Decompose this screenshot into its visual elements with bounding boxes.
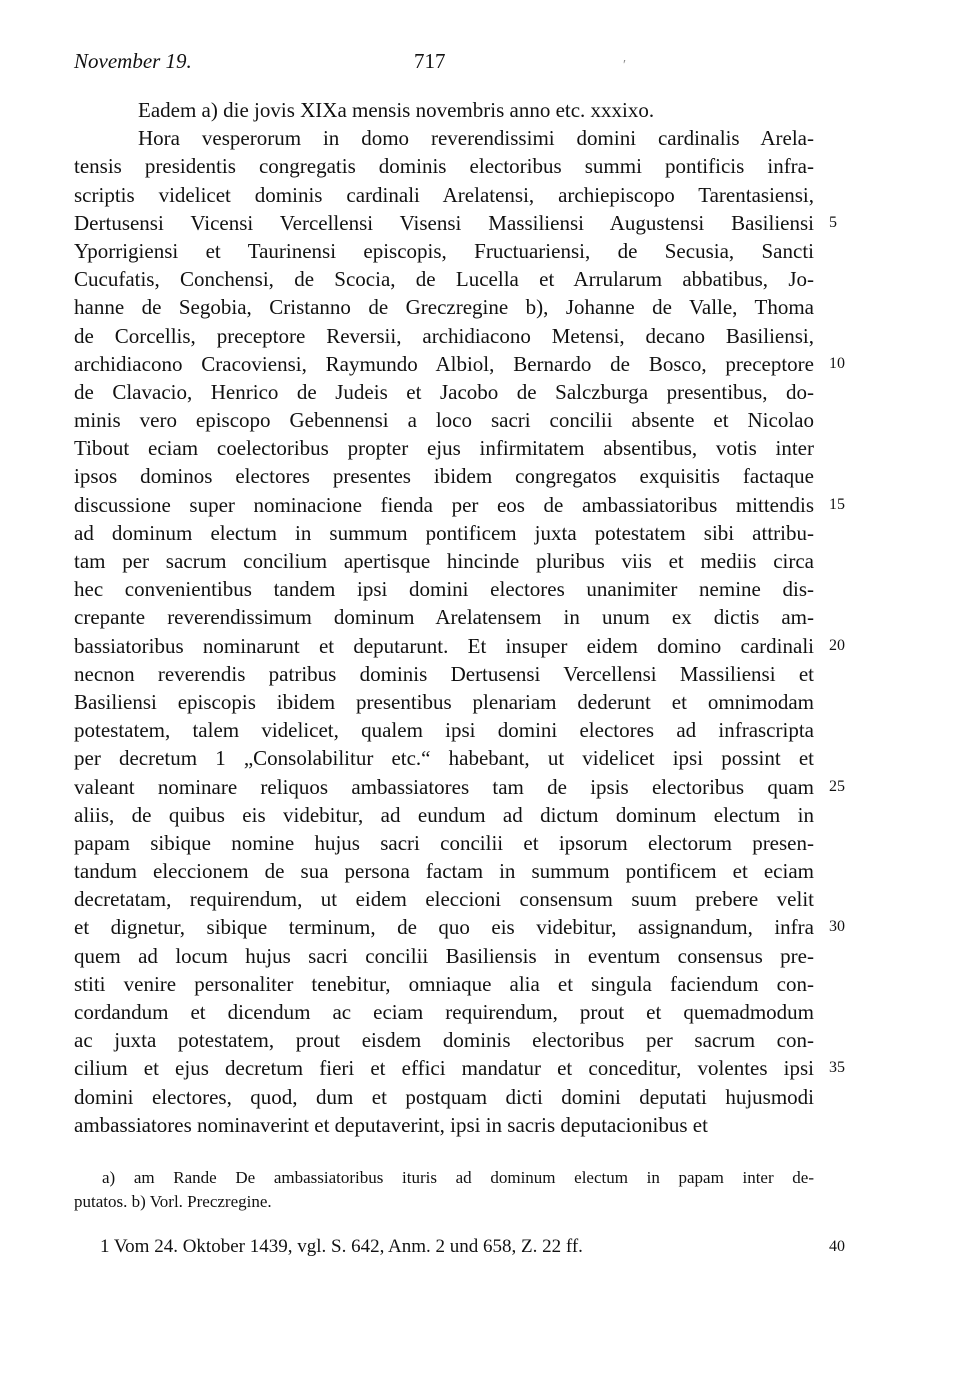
text-line-content: valeant nominare reliquos ambassiatores tam de ipsis electoribus quam: [74, 774, 814, 799]
apparatus-line: [74, 1166, 814, 1190]
text-line-content: cordandum et dicendum ac eciam requirendum, prout et quemadmodum: [74, 1000, 814, 1024]
critical-apparatus: [74, 1166, 814, 1214]
text-line-content: hanne de Segobia, Cristanno de Greczregine b), Johanne de Valle, Thoma: [74, 295, 814, 320]
text-line: [74, 237, 814, 265]
text-line-content: Eadem a) die jovis XIXa mensis novembris anno etc. xxxixo.: [138, 98, 655, 122]
text-line-content: bassiatoribus nominarunt et deputarunt. Et insuper eidem domino cardinali: [74, 633, 814, 658]
text-line: [74, 96, 814, 124]
text-line: [74, 660, 814, 688]
text-line-content: tandum eleccionem de sua persona factam in summum pontificem et eciam: [74, 859, 814, 884]
main-text: [74, 96, 845, 1139]
text-line: [74, 773, 845, 801]
text-line-content: Cucufatis, Conchensi, de Scocia, de Lucella et Arrularum abbatibus, Jo-: [74, 267, 814, 292]
line-number: 40: [829, 1238, 845, 1255]
text-line-content: et dignetur, sibique terminum, de quo eis videbitur, assignandum, infra: [74, 915, 814, 940]
text-line: [74, 491, 845, 519]
text-line: [74, 152, 814, 180]
stray-mark: ′: [623, 58, 627, 73]
text-line-content: stiti venire personaliter tenebitur, omniaque alia et singula faciendum con-: [74, 971, 814, 996]
apparatus-line: [74, 1190, 814, 1214]
apparatus-line-content: putatos. b) Vorl. Preczregine.: [74, 1192, 272, 1211]
text-line: [74, 322, 814, 350]
text-line: [74, 378, 814, 406]
text-line-content: de Corcellis, preceptore Reversii, archidiacono Metensi, decano Basiliensi,: [74, 323, 814, 348]
text-line: [74, 632, 845, 660]
historical-footnotes: [74, 1234, 845, 1260]
text-line-content: discussione super nominacione fienda per eos de ambassiatoribus mittendis: [74, 492, 814, 517]
text-line-content: de Clavacio, Henrico de Judeis et Jacobo de Salczburga presentibus, do-: [74, 379, 814, 404]
line-number: 30: [829, 918, 845, 936]
text-line-content: cilium et ejus decretum fieri et effici mandatur et conceditur, volentes ipsi: [74, 1056, 814, 1081]
line-number: 25: [829, 777, 845, 795]
text-line: [74, 716, 814, 744]
text-line: [74, 434, 814, 462]
running-head: [74, 47, 814, 75]
text-line: [74, 857, 814, 885]
text-line: [74, 801, 814, 829]
text-line: [74, 575, 814, 603]
text-line-content: potestatem, talem videlicet, qualem ipsi domini electores ad infrascripta: [74, 718, 814, 743]
text-line: [74, 547, 814, 575]
text-line: [74, 688, 814, 716]
text-line-content: quem ad locum hujus sacri concilii Basiliensis in eventum consensus pre-: [74, 943, 814, 968]
text-line-content: necnon reverendis patribus dominis Dertusensi Vercellensi Massiliensi et: [74, 661, 814, 686]
text-line: [74, 124, 814, 152]
line-number: 5: [829, 213, 837, 231]
text-line-content: hec convenientibus tandem ipsi domini electores unanimiter nemine dis-: [74, 577, 814, 602]
text-line-content: decretatam, requirendum, ut eidem eleccioni consensum suum prebere velit: [74, 887, 814, 912]
text-line-content: per decretum 1 „Consolabilitur etc.“ habebant, ut videlicet ipsi possint et: [74, 746, 814, 771]
text-line-content: tam per sacrum concilium apertisque hincinde pluribus viis et mediis circa: [74, 549, 814, 573]
text-line: [74, 603, 814, 631]
text-line-content: crepante reverendissimum dominum Arelatensem in unum ex dictis am-: [74, 605, 814, 630]
text-line: [74, 181, 814, 209]
text-line: [74, 885, 814, 913]
text-line: [74, 829, 814, 857]
text-line-content: Hora vesperorum in domo reverendissimi domini cardinalis Arela-: [138, 126, 814, 151]
line-number: 20: [829, 636, 845, 654]
text-line-content: aliis, de quibus eis videbitur, ad eundum ad dictum dominum electum in: [74, 802, 814, 827]
text-line-content: Tibout eciam coelectoribus propter ejus infirmitatem absentibus, votis inter: [74, 436, 814, 461]
text-line-content: minis vero episcopo Gebennensi a loco sacri concilii absente et Nicolao: [74, 408, 814, 433]
text-line: [74, 970, 814, 998]
text-line-content: Basiliensi episcopis ibidem presentibus plenariam dederunt et omnimodam: [74, 689, 814, 714]
footnote-1-text: 1 Vom 24. Oktober 1439, vgl. S. 642, Anm. 2 und 658, Z. 22 ff.: [100, 1236, 583, 1257]
text-line: [74, 462, 814, 490]
text-line: [74, 406, 814, 434]
text-line-content: Yporrigiensi et Taurinensi episcopis, Fructuariensi, de Secusia, Sancti: [74, 238, 814, 263]
page-number: 717: [414, 49, 446, 73]
text-line-content: ac juxta potestatem, prout eisdem dominis electoribus per sacrum con-: [74, 1028, 814, 1053]
text-line: [74, 350, 845, 378]
text-line-content: domini electores, quod, dum et postquam dicti domini deputati hujusmodi: [74, 1084, 814, 1109]
line-number: 15: [829, 495, 845, 513]
apparatus-line-content: a) am Rande De ambassiatoribus ituris ad dominum electum in papam inter de-: [102, 1168, 814, 1187]
text-line-content: papam sibique nomine hujus sacri concilii et ipsorum electorum presen-: [74, 830, 814, 855]
running-head-date: November 19.: [74, 49, 192, 73]
text-line-content: ipsos dominos electores presentes ibidem congregatos exquisitis factaque: [74, 464, 814, 489]
text-line-content: tensis presidentis congregatis dominis electoribus summi pontificis infra-: [74, 154, 814, 179]
text-line: [74, 265, 814, 293]
text-line: [74, 1054, 845, 1082]
text-line: [74, 942, 814, 970]
text-line: [74, 1026, 814, 1054]
text-line: [74, 519, 814, 547]
text-line-content: ad dominum electum in summum pontificem juxta potestatem sibi attribu-: [74, 520, 814, 545]
text-line: [74, 913, 845, 941]
text-line-content: archidiacono Cracoviensi, Raymundo Albiol, Bernardo de Bosco, preceptore: [74, 351, 814, 376]
text-line-content: ambassiatores nominaverint et deputaverint, ipsi in sacris deputacionibus et: [74, 1112, 708, 1137]
text-line-content: scriptis videlicet dominis cardinali Arelatensi, archiepiscopo Tarentasiensi,: [74, 182, 814, 207]
text-line: [74, 998, 814, 1026]
text-line: [74, 1083, 814, 1111]
text-line: [74, 293, 814, 321]
text-line: [74, 744, 814, 772]
text-line-content: Dertusensi Vicensi Vercellensi Visensi Massiliensi Augustensi Basiliensi: [74, 210, 814, 235]
text-line: [74, 209, 837, 237]
line-number: 10: [829, 354, 845, 372]
text-line: [74, 1111, 814, 1139]
footnote-1: [74, 1234, 845, 1260]
line-number: 35: [829, 1059, 845, 1077]
